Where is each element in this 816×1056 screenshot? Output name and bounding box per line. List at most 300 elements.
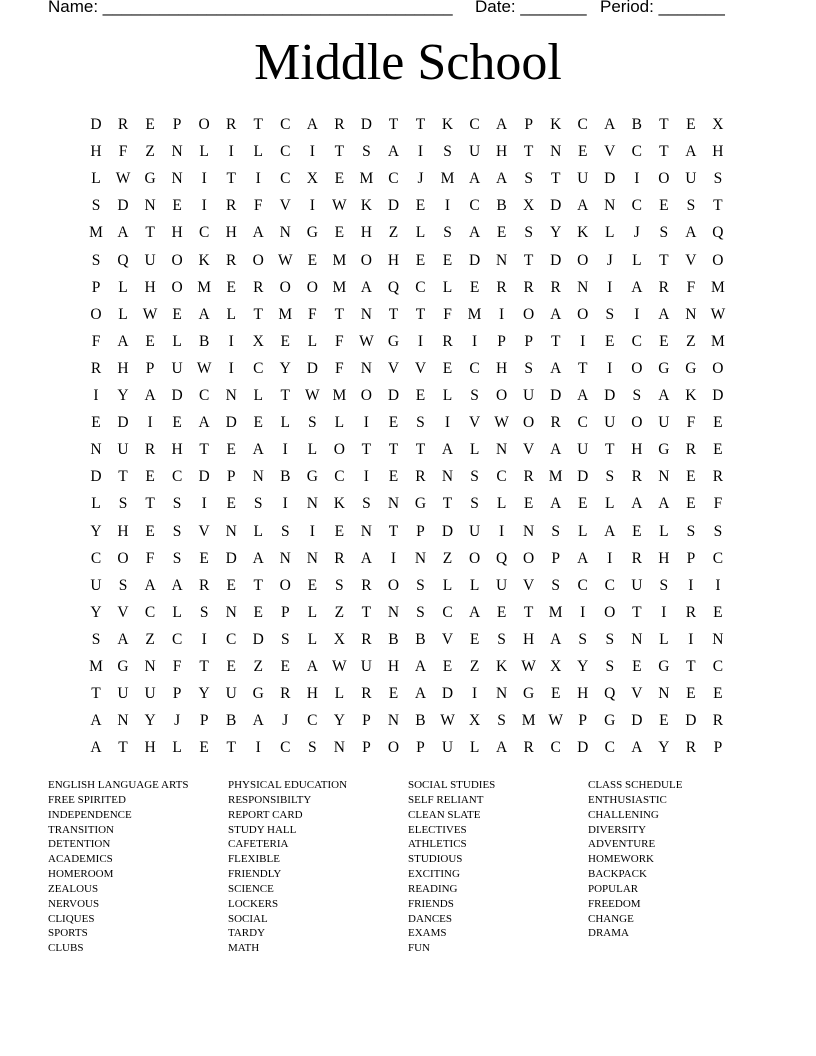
grid-letter[interactable]: U xyxy=(117,685,129,703)
grid-letter[interactable]: T xyxy=(388,305,399,323)
grid-letter[interactable]: E xyxy=(550,685,561,703)
grid-letter[interactable]: A xyxy=(252,441,264,459)
grid-letter[interactable]: C xyxy=(90,549,102,567)
grid-letter[interactable]: I xyxy=(471,685,478,703)
grid-letter[interactable]: C xyxy=(280,116,291,133)
grid-letter[interactable]: E xyxy=(226,495,236,513)
grid-letter[interactable]: B xyxy=(280,468,291,486)
grid-letter[interactable]: L xyxy=(307,441,318,459)
grid-letter[interactable]: A xyxy=(198,414,210,432)
grid-letter[interactable]: K xyxy=(495,658,508,675)
grid-letter[interactable]: I xyxy=(444,414,451,432)
grid-letter[interactable]: T xyxy=(361,603,372,621)
grid-letter[interactable]: E xyxy=(659,712,669,730)
grid-letter[interactable]: R xyxy=(198,576,210,594)
grid-letter[interactable]: C xyxy=(280,170,291,188)
grid-letter[interactable]: A xyxy=(604,116,616,133)
grid-letter[interactable]: R xyxy=(631,468,642,486)
grid-letter[interactable]: H xyxy=(360,224,372,242)
grid-letter[interactable]: Z xyxy=(334,603,345,621)
grid-letter[interactable]: N xyxy=(523,522,535,540)
grid-letter[interactable]: E xyxy=(334,170,345,188)
grid-letter[interactable]: E xyxy=(388,685,399,703)
grid-letter[interactable]: O xyxy=(333,441,345,459)
grid-letter[interactable]: N xyxy=(171,170,183,188)
grid-letter[interactable]: V xyxy=(685,251,697,269)
grid-letter[interactable]: I xyxy=(688,630,694,648)
grid-letter[interactable]: D xyxy=(631,712,643,730)
grid-letter[interactable]: S xyxy=(335,576,344,594)
grid-letter[interactable]: I xyxy=(309,522,315,540)
grid-letter[interactable]: E xyxy=(145,522,155,540)
grid-letter[interactable]: D xyxy=(712,387,724,404)
grid-letter[interactable]: T xyxy=(199,658,209,675)
grid-letter[interactable]: T xyxy=(145,495,155,513)
grid-letter[interactable]: T xyxy=(388,522,399,540)
grid-letter[interactable]: K xyxy=(685,387,697,404)
grid-letter[interactable]: A xyxy=(144,387,156,404)
grid-letter[interactable]: A xyxy=(360,549,372,567)
grid-letter[interactable]: T xyxy=(118,468,128,486)
grid-letter[interactable]: U xyxy=(360,658,372,675)
grid-letter[interactable]: O xyxy=(495,387,508,404)
grid-letter[interactable]: Z xyxy=(388,224,399,242)
grid-letter[interactable]: N xyxy=(495,441,508,459)
grid-letter[interactable]: E xyxy=(145,116,155,133)
name-field[interactable]: Name: _____________________________________ xyxy=(48,0,453,16)
grid-letter[interactable]: S xyxy=(199,603,209,621)
grid-letter[interactable]: O xyxy=(171,278,183,296)
grid-letter[interactable]: T xyxy=(577,359,588,377)
grid-letter[interactable]: H xyxy=(306,685,318,703)
grid-letter[interactable]: N xyxy=(441,468,454,486)
grid-letter[interactable]: R xyxy=(496,278,507,296)
grid-letter[interactable]: C xyxy=(388,170,399,188)
grid-letter[interactable]: N xyxy=(333,739,345,757)
grid-letter[interactable]: Y xyxy=(90,603,102,621)
grid-letter[interactable]: A xyxy=(171,576,183,594)
grid-letter[interactable]: S xyxy=(470,468,479,486)
grid-letter[interactable]: S xyxy=(659,224,669,242)
grid-letter[interactable]: O xyxy=(712,251,724,269)
grid-letter[interactable]: D xyxy=(685,712,697,730)
grid-letter[interactable]: N xyxy=(387,603,400,621)
grid-letter[interactable]: M xyxy=(711,278,725,296)
grid-letter[interactable]: S xyxy=(118,495,128,513)
grid-letter[interactable]: E xyxy=(577,143,588,161)
grid-letter[interactable]: A xyxy=(468,603,481,621)
grid-letter[interactable]: L xyxy=(469,739,480,757)
grid-letter[interactable]: H xyxy=(387,251,400,269)
grid-letter[interactable]: Y xyxy=(658,739,670,757)
grid-letter[interactable]: C xyxy=(226,630,237,648)
grid-letter[interactable]: F xyxy=(686,414,696,432)
grid-letter[interactable]: T xyxy=(523,251,534,269)
grid-letter[interactable]: G xyxy=(306,224,318,242)
grid-letter[interactable]: N xyxy=(279,224,291,242)
grid-letter[interactable]: U xyxy=(495,576,508,594)
grid-letter[interactable]: A xyxy=(117,630,129,648)
grid-letter[interactable]: R xyxy=(361,630,372,648)
grid-letter[interactable]: P xyxy=(145,359,155,377)
grid-letter[interactable]: L xyxy=(253,387,263,404)
grid-letter[interactable]: F xyxy=(335,332,344,350)
grid-letter[interactable]: I xyxy=(499,522,505,540)
grid-letter[interactable]: E xyxy=(632,658,642,675)
grid-letter[interactable]: D xyxy=(387,197,400,215)
grid-letter[interactable]: E xyxy=(442,251,453,269)
grid-letter[interactable]: N xyxy=(225,603,237,621)
grid-letter[interactable]: I xyxy=(580,332,586,350)
grid-letter[interactable]: S xyxy=(172,549,182,567)
grid-letter[interactable]: O xyxy=(117,549,129,567)
grid-letter[interactable]: R xyxy=(442,332,453,350)
grid-letter[interactable]: L xyxy=(199,143,209,161)
grid-letter[interactable]: I xyxy=(607,359,613,377)
grid-letter[interactable]: L xyxy=(118,305,128,323)
grid-letter[interactable]: W xyxy=(710,305,726,323)
grid-letter[interactable]: M xyxy=(711,332,725,350)
grid-letter[interactable]: M xyxy=(467,305,482,323)
grid-letter[interactable]: I xyxy=(661,603,667,621)
grid-letter[interactable]: T xyxy=(523,143,534,161)
grid-letter[interactable]: S xyxy=(686,197,696,215)
grid-letter[interactable]: A xyxy=(577,387,589,404)
grid-letter[interactable]: E xyxy=(145,332,155,350)
grid-letter[interactable]: X xyxy=(523,197,535,215)
grid-letter[interactable]: E xyxy=(388,468,399,486)
grid-letter[interactable]: S xyxy=(497,712,506,730)
grid-letter[interactable]: F xyxy=(335,359,344,377)
grid-letter[interactable]: T xyxy=(388,441,399,459)
grid-letter[interactable]: N xyxy=(279,549,291,567)
grid-letter[interactable]: L xyxy=(118,278,128,296)
grid-letter[interactable]: N xyxy=(712,630,724,648)
grid-letter[interactable]: B xyxy=(631,116,642,133)
grid-letter[interactable]: N xyxy=(117,712,129,730)
grid-letter[interactable]: I xyxy=(363,468,369,486)
grid-letter[interactable]: F xyxy=(145,549,155,567)
grid-letter[interactable]: W xyxy=(142,305,158,323)
grid-letter[interactable]: Y xyxy=(577,658,589,675)
grid-letter[interactable]: A xyxy=(252,549,264,567)
grid-letter[interactable]: Y xyxy=(550,224,562,242)
grid-letter[interactable]: R xyxy=(226,116,237,133)
grid-letter[interactable]: S xyxy=(551,522,560,540)
grid-letter[interactable]: U xyxy=(117,441,129,459)
grid-letter[interactable]: S xyxy=(91,251,101,269)
grid-letter[interactable]: C xyxy=(604,739,615,757)
grid-letter[interactable]: D xyxy=(306,359,318,377)
grid-letter[interactable]: H xyxy=(117,522,129,540)
grid-letter[interactable]: D xyxy=(550,387,562,404)
grid-letter[interactable]: A xyxy=(360,278,372,296)
grid-letter[interactable]: T xyxy=(334,143,345,161)
grid-letter[interactable]: A xyxy=(90,739,102,757)
grid-letter[interactable]: I xyxy=(228,332,234,350)
grid-letter[interactable]: E xyxy=(686,495,696,513)
grid-letter[interactable]: V xyxy=(441,630,454,648)
grid-letter[interactable]: O xyxy=(631,359,643,377)
grid-letter[interactable]: G xyxy=(117,658,129,675)
grid-letter[interactable]: P xyxy=(199,712,209,730)
grid-letter[interactable]: W xyxy=(332,658,347,675)
grid-letter[interactable]: O xyxy=(387,739,400,757)
grid-letter[interactable]: P xyxy=(497,332,506,350)
grid-letter[interactable]: C xyxy=(604,576,615,594)
grid-letter[interactable]: S xyxy=(308,739,317,757)
grid-letter[interactable]: R xyxy=(90,359,102,377)
grid-letter[interactable]: U xyxy=(144,685,156,703)
grid-letter[interactable]: L xyxy=(307,332,318,350)
grid-letter[interactable]: S xyxy=(308,414,317,432)
grid-letter[interactable]: E xyxy=(172,414,182,432)
grid-letter[interactable]: G xyxy=(306,468,318,486)
grid-letter[interactable]: R xyxy=(226,197,237,215)
grid-letter[interactable]: J xyxy=(417,170,424,188)
grid-letter[interactable]: O xyxy=(604,603,616,621)
grid-letter[interactable]: C xyxy=(280,143,291,161)
grid-letter[interactable]: T xyxy=(605,441,615,459)
grid-letter[interactable]: S xyxy=(280,522,290,540)
grid-letter[interactable]: P xyxy=(551,549,560,567)
grid-letter[interactable]: A xyxy=(631,278,643,296)
grid-letter[interactable]: U xyxy=(144,251,156,269)
grid-letter[interactable]: I xyxy=(444,197,451,215)
grid-letter[interactable]: R xyxy=(280,685,291,703)
grid-letter[interactable]: A xyxy=(117,224,129,242)
grid-letter[interactable]: S xyxy=(443,143,452,161)
grid-letter[interactable]: S xyxy=(632,387,642,404)
grid-letter[interactable]: S xyxy=(91,630,101,648)
grid-letter[interactable]: O xyxy=(523,305,535,323)
grid-letter[interactable]: X xyxy=(252,332,264,350)
grid-letter[interactable]: B xyxy=(415,712,426,730)
grid-letter[interactable]: Q xyxy=(387,278,400,296)
grid-letter[interactable]: X xyxy=(333,630,345,648)
grid-letter[interactable]: C xyxy=(253,359,264,377)
grid-letter[interactable]: W xyxy=(332,197,347,215)
grid-letter[interactable]: H xyxy=(523,630,535,648)
grid-letter[interactable]: T xyxy=(713,197,723,215)
grid-letter[interactable]: F xyxy=(118,143,128,161)
grid-letter[interactable]: F xyxy=(713,495,723,513)
grid-letter[interactable]: A xyxy=(117,332,129,350)
grid-letter[interactable]: U xyxy=(577,170,589,188)
grid-letter[interactable]: F xyxy=(91,332,101,350)
grid-letter[interactable]: T xyxy=(253,116,263,133)
grid-letter[interactable]: E xyxy=(199,549,209,567)
grid-letter[interactable]: H xyxy=(577,685,589,703)
grid-letter[interactable]: G xyxy=(523,685,535,703)
grid-letter[interactable]: L xyxy=(632,251,642,269)
grid-letter[interactable]: H xyxy=(712,143,724,161)
grid-letter[interactable]: Z xyxy=(686,332,696,350)
grid-letter[interactable]: I xyxy=(417,143,424,161)
grid-letter[interactable]: P xyxy=(362,739,371,757)
grid-letter[interactable]: I xyxy=(417,332,424,350)
grid-letter[interactable]: Z xyxy=(442,549,453,567)
grid-letter[interactable]: O xyxy=(631,414,643,432)
grid-letter[interactable]: F xyxy=(308,305,317,323)
grid-letter[interactable]: A xyxy=(685,143,697,161)
grid-letter[interactable]: R xyxy=(550,278,561,296)
grid-letter[interactable]: O xyxy=(468,549,481,567)
grid-letter[interactable]: S xyxy=(524,359,533,377)
grid-letter[interactable]: C xyxy=(280,739,291,757)
grid-letter[interactable]: D xyxy=(468,251,481,269)
grid-letter[interactable]: A xyxy=(658,387,670,404)
grid-letter[interactable]: B xyxy=(496,197,507,215)
grid-letter[interactable]: D xyxy=(117,197,129,215)
grid-letter[interactable]: D xyxy=(117,414,129,432)
grid-letter[interactable]: E xyxy=(226,441,236,459)
grid-letter[interactable]: C xyxy=(712,549,724,567)
grid-letter[interactable]: U xyxy=(468,522,481,540)
grid-letter[interactable]: E xyxy=(496,224,507,242)
grid-letter[interactable]: R xyxy=(712,468,724,486)
grid-letter[interactable]: O xyxy=(387,576,400,594)
grid-letter[interactable]: L xyxy=(605,224,615,242)
grid-letter[interactable]: A xyxy=(685,224,697,242)
grid-letter[interactable]: O xyxy=(577,305,589,323)
grid-letter[interactable]: G xyxy=(387,332,400,350)
grid-letter[interactable]: N xyxy=(414,549,427,567)
grid-letter[interactable]: L xyxy=(91,170,101,188)
grid-letter[interactable]: K xyxy=(360,197,372,215)
grid-letter[interactable]: P xyxy=(362,712,371,730)
grid-letter[interactable]: E xyxy=(686,468,696,486)
grid-letter[interactable]: F xyxy=(443,305,452,323)
grid-letter[interactable]: C xyxy=(415,278,426,296)
grid-letter[interactable]: R xyxy=(658,278,669,296)
grid-letter[interactable]: C xyxy=(712,658,724,675)
grid-letter[interactable]: T xyxy=(415,441,426,459)
grid-letter[interactable]: A xyxy=(604,522,616,540)
grid-letter[interactable]: G xyxy=(658,359,670,377)
grid-letter[interactable]: S xyxy=(605,630,615,648)
grid-letter[interactable]: O xyxy=(577,251,589,269)
grid-letter[interactable]: T xyxy=(632,603,642,621)
grid-letter[interactable]: C xyxy=(469,359,480,377)
grid-letter[interactable]: E xyxy=(415,387,426,404)
grid-letter[interactable]: P xyxy=(713,739,723,757)
grid-letter[interactable]: G xyxy=(604,712,616,730)
grid-letter[interactable]: T xyxy=(686,658,696,675)
grid-letter[interactable]: G xyxy=(252,685,264,703)
grid-letter[interactable]: C xyxy=(307,712,318,730)
grid-letter[interactable]: R xyxy=(523,739,534,757)
grid-letter[interactable]: R xyxy=(685,739,697,757)
grid-letter[interactable]: Y xyxy=(144,712,156,730)
grid-letter[interactable]: C xyxy=(550,739,561,757)
grid-letter[interactable]: V xyxy=(198,522,210,540)
grid-letter[interactable]: I xyxy=(255,170,261,188)
grid-letter[interactable]: N xyxy=(658,468,670,486)
grid-letter[interactable]: Q xyxy=(604,685,616,703)
grid-letter[interactable]: L xyxy=(605,495,615,513)
grid-letter[interactable]: E xyxy=(172,197,182,215)
grid-letter[interactable]: I xyxy=(228,143,234,161)
grid-letter[interactable]: X xyxy=(550,658,562,675)
grid-letter[interactable]: I xyxy=(201,197,207,215)
grid-letter[interactable]: E xyxy=(199,739,209,757)
grid-letter[interactable]: G xyxy=(658,441,670,459)
grid-letter[interactable]: D xyxy=(441,522,454,540)
grid-letter[interactable]: R xyxy=(523,278,534,296)
grid-letter[interactable]: T xyxy=(550,332,561,350)
grid-letter[interactable]: E xyxy=(415,251,426,269)
grid-letter[interactable]: T xyxy=(388,116,399,133)
grid-letter[interactable]: S xyxy=(605,468,615,486)
grid-letter[interactable]: N xyxy=(171,143,183,161)
grid-letter[interactable]: K xyxy=(333,495,345,513)
grid-letter[interactable]: P xyxy=(280,603,290,621)
grid-letter[interactable]: S xyxy=(659,576,669,594)
grid-letter[interactable]: F xyxy=(686,278,696,296)
grid-letter[interactable]: L xyxy=(469,576,480,594)
grid-letter[interactable]: F xyxy=(172,658,182,675)
grid-letter[interactable]: S xyxy=(470,387,479,404)
grid-letter[interactable]: I xyxy=(580,603,586,621)
grid-letter[interactable]: C xyxy=(469,197,480,215)
grid-letter[interactable]: A xyxy=(252,224,264,242)
grid-letter[interactable]: J xyxy=(282,712,289,730)
grid-letter[interactable]: J xyxy=(174,712,181,730)
grid-letter[interactable]: D xyxy=(604,170,616,188)
grid-letter[interactable]: R xyxy=(685,441,697,459)
grid-letter[interactable]: I xyxy=(93,387,99,404)
grid-letter[interactable]: N xyxy=(360,359,372,377)
grid-letter[interactable]: S xyxy=(91,197,101,215)
grid-letter[interactable]: L xyxy=(91,495,101,513)
grid-letter[interactable]: G xyxy=(144,170,156,188)
grid-letter[interactable]: T xyxy=(226,170,236,188)
grid-letter[interactable]: R xyxy=(253,278,264,296)
grid-letter[interactable]: O xyxy=(279,278,291,296)
grid-letter[interactable]: Z xyxy=(469,658,480,675)
grid-letter[interactable]: J xyxy=(606,251,613,269)
grid-letter[interactable]: E xyxy=(713,603,723,621)
grid-letter[interactable]: Z xyxy=(253,658,263,675)
grid-letter[interactable]: R xyxy=(117,116,129,133)
grid-letter[interactable]: S xyxy=(605,305,615,323)
grid-letter[interactable]: N xyxy=(387,712,400,730)
grid-letter[interactable]: W xyxy=(277,251,293,269)
grid-letter[interactable]: Q xyxy=(117,251,129,269)
grid-letter[interactable]: P xyxy=(172,116,182,133)
grid-letter[interactable]: O xyxy=(90,305,102,323)
grid-letter[interactable]: A xyxy=(550,630,562,648)
grid-letter[interactable]: V xyxy=(414,359,427,377)
grid-letter[interactable]: D xyxy=(225,414,237,432)
grid-letter[interactable]: I xyxy=(471,332,478,350)
grid-letter[interactable]: D xyxy=(252,630,264,648)
grid-letter[interactable]: M xyxy=(332,251,347,269)
grid-letter[interactable]: D xyxy=(90,468,102,486)
grid-letter[interactable]: A xyxy=(550,441,562,459)
grid-letter[interactable]: P xyxy=(686,549,696,567)
grid-letter[interactable]: R xyxy=(361,576,372,594)
grid-letter[interactable]: O xyxy=(279,576,291,594)
grid-letter[interactable]: V xyxy=(604,143,616,161)
grid-letter[interactable]: G xyxy=(685,359,697,377)
grid-letter[interactable]: R xyxy=(550,414,561,432)
grid-letter[interactable]: I xyxy=(201,495,207,513)
grid-letter[interactable]: E xyxy=(713,441,723,459)
grid-letter[interactable]: P xyxy=(416,522,425,540)
grid-letter[interactable]: C xyxy=(171,468,183,486)
